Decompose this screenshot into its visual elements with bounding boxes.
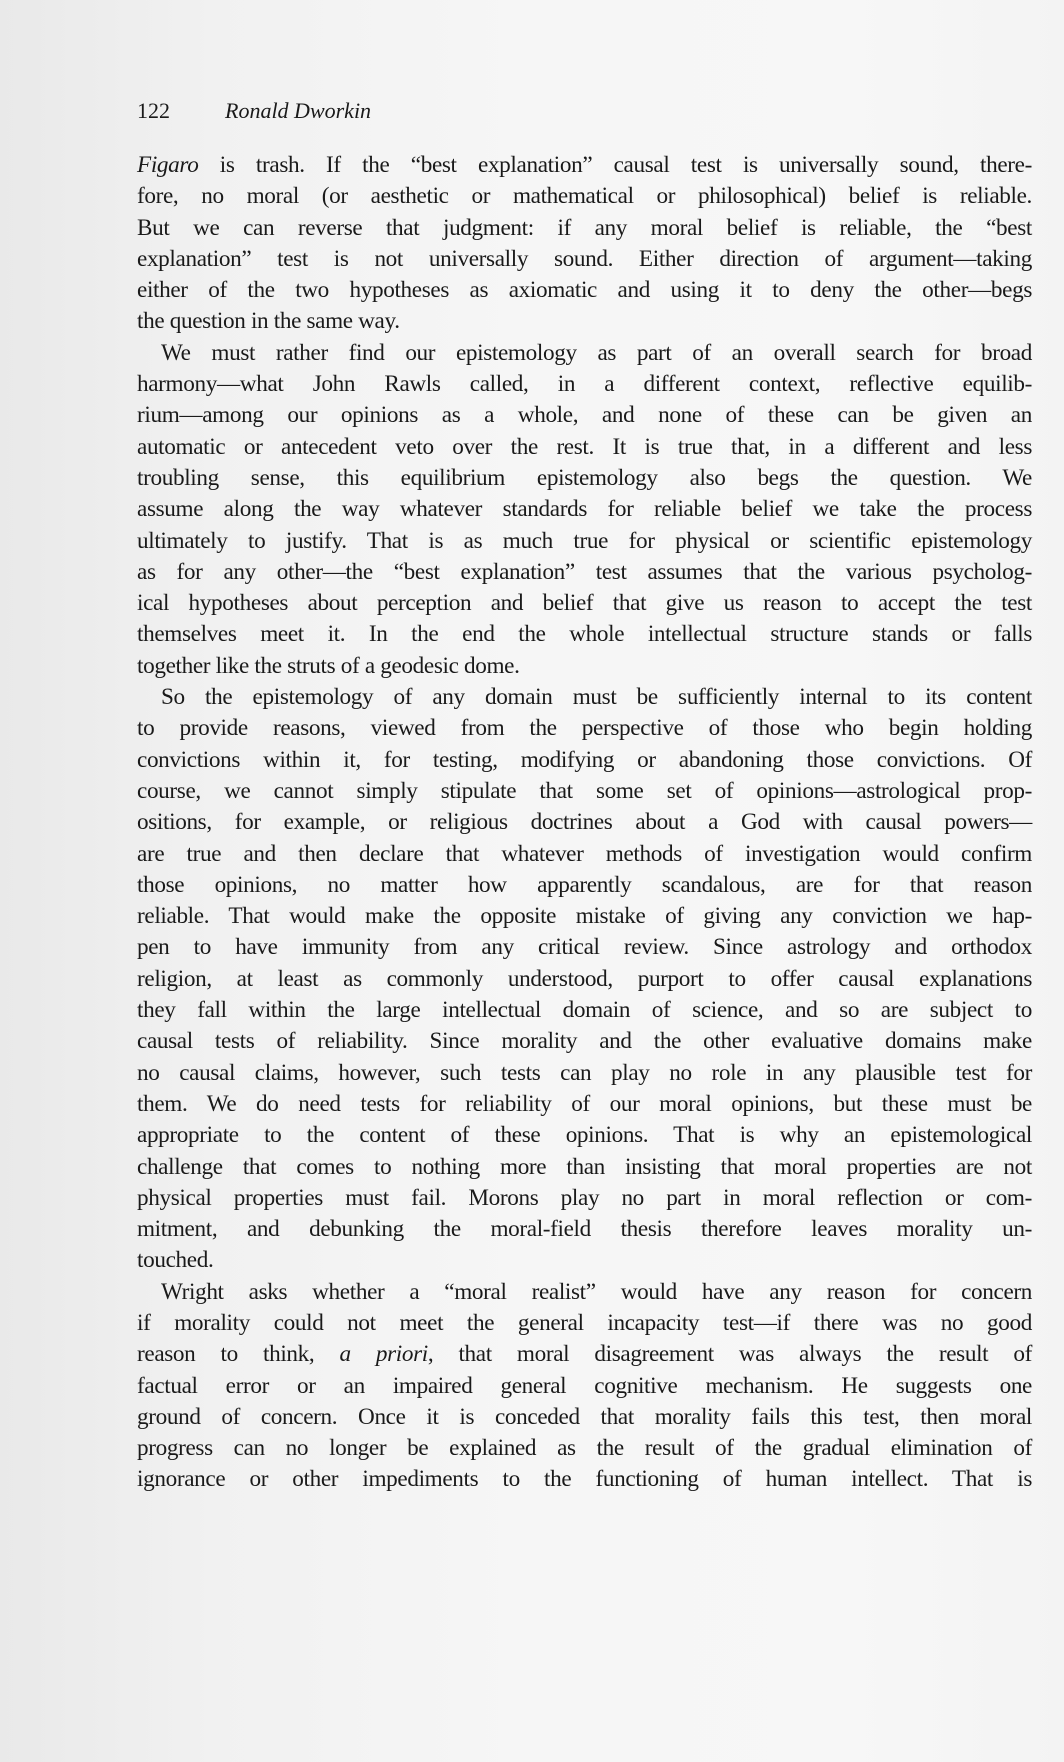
text-line: troubling sense, this equilibrium epistemology also begs the question. We <box>137 464 1032 491</box>
text-line: reason to think, a priori, that moral disagreement was always the result of <box>137 1341 1032 1368</box>
italic-title: Figaro <box>137 152 199 178</box>
text-line: ositions, for example, or religious doctrines about a God with causal powers— <box>137 809 1032 836</box>
text-line: reliable. That would make the opposite mistake of giving any conviction we hap- <box>137 903 1032 930</box>
text-line: assume along the way whatever standards for reliable belief we take the process <box>137 496 1032 523</box>
text-line: explanation” test is not universally sound. Either direction of argument—taking <box>137 245 1032 272</box>
text-line: are true and then declare that whatever methods of investigation would confirm <box>137 840 1032 867</box>
text-line: ultimately to justify. That is as much true for physical or scientific epistemology <box>137 527 1032 554</box>
page-number: 122 <box>137 98 170 123</box>
running-head-author: Ronald Dworkin <box>225 98 372 123</box>
text-line: rium—among our opinions as a whole, and none of these can be given an <box>137 402 1032 429</box>
text-line: to provide reasons, viewed from the perspective of those who begin holding <box>137 715 1032 742</box>
text-line: ignorance or other impediments to the functioning of human intellect. That is <box>137 1466 1032 1493</box>
paragraph <box>137 682 1032 1277</box>
text-line: automatic or antecedent veto over the rest. It is true that, in a different and less <box>137 433 1032 460</box>
text-line: But we can reverse that judgment: if any moral belief is reliable, the “best <box>137 214 1032 241</box>
book-page <box>137 96 1032 1496</box>
text-line: them. We do need tests for reliability of our moral opinions, but these must be <box>137 1090 1032 1117</box>
text-line: challenge that comes to nothing more than insisting that moral properties are not <box>137 1153 1032 1180</box>
text-line: factual error or an impaired general cognitive mechanism. He suggests one <box>137 1372 1032 1399</box>
paragraph <box>137 338 1032 682</box>
text-line: We must rather find our epistemology as part of an overall search for broad <box>161 339 1032 366</box>
text-line: fore, no moral (or aesthetic or mathematical or philosophical) belief is reliable. <box>137 183 1032 210</box>
text-line: Figaro is trash. If the “best explanation” causal test is universally sound, there- <box>137 152 1032 178</box>
text-line: together like the struts of a geodesic dome. <box>137 652 520 679</box>
text-line: physical properties must fail. Morons play no part in moral reflection or com- <box>137 1184 1032 1211</box>
text-line: appropriate to the content of these opinions. That is why an epistemological <box>137 1122 1032 1149</box>
text-line: religion, at least as commonly understood, purport to offer causal explanations <box>137 965 1032 992</box>
text-line: no causal claims, however, such tests can play no role in any plausible test for <box>137 1059 1032 1086</box>
text-line: touched. <box>137 1247 214 1274</box>
text-line: ground of concern. Once it is conceded that morality fails this test, then moral <box>137 1403 1032 1430</box>
text-line: So the epistemology of any domain must be sufficiently internal to its content <box>161 684 1032 711</box>
text-line: course, we cannot simply stipulate that some set of opinions—astrological prop- <box>137 777 1032 804</box>
running-head <box>137 96 1032 126</box>
text-line: Wright asks whether a “moral realist” would have any reason for concern <box>161 1278 1032 1305</box>
text-line: mitment, and debunking the moral-field thesis therefore leaves morality un- <box>137 1216 1032 1243</box>
paragraph <box>137 1277 1032 1496</box>
text-line: causal tests of reliability. Since morality and the other evaluative domains make <box>137 1028 1032 1055</box>
text-line: they fall within the large intellectual domain of science, and so are subject to <box>137 997 1032 1024</box>
text-line: themselves meet it. In the end the whole intellectual structure stands or falls <box>137 621 1032 648</box>
text-line: convictions within it, for testing, modifying or abandoning those convictions. Of <box>137 746 1032 773</box>
italic-phrase: a priori <box>339 1341 428 1368</box>
paragraph <box>137 150 1032 338</box>
text-line: either of the two hypotheses as axiomatic and using it to deny the other—begs <box>137 277 1032 304</box>
text-line: harmony—what John Rawls called, in a different context, reflective equilib- <box>137 371 1032 398</box>
text-line: progress can no longer be explained as the result of the gradual elimination of <box>137 1435 1032 1462</box>
body-text <box>137 150 1032 1496</box>
text-line: those opinions, no matter how apparently scandalous, are for that reason <box>137 871 1032 898</box>
text-line: the question in the same way. <box>137 308 400 335</box>
text-line: if morality could not meet the general incapacity test—if there was no good <box>137 1309 1032 1336</box>
text-line: ical hypotheses about perception and belief that give us reason to accept the test <box>137 590 1032 617</box>
text-line: pen to have immunity from any critical review. Since astrology and orthodox <box>137 934 1032 961</box>
text-line: as for any other—the “best explanation” test assumes that the various psycholog- <box>137 558 1032 585</box>
